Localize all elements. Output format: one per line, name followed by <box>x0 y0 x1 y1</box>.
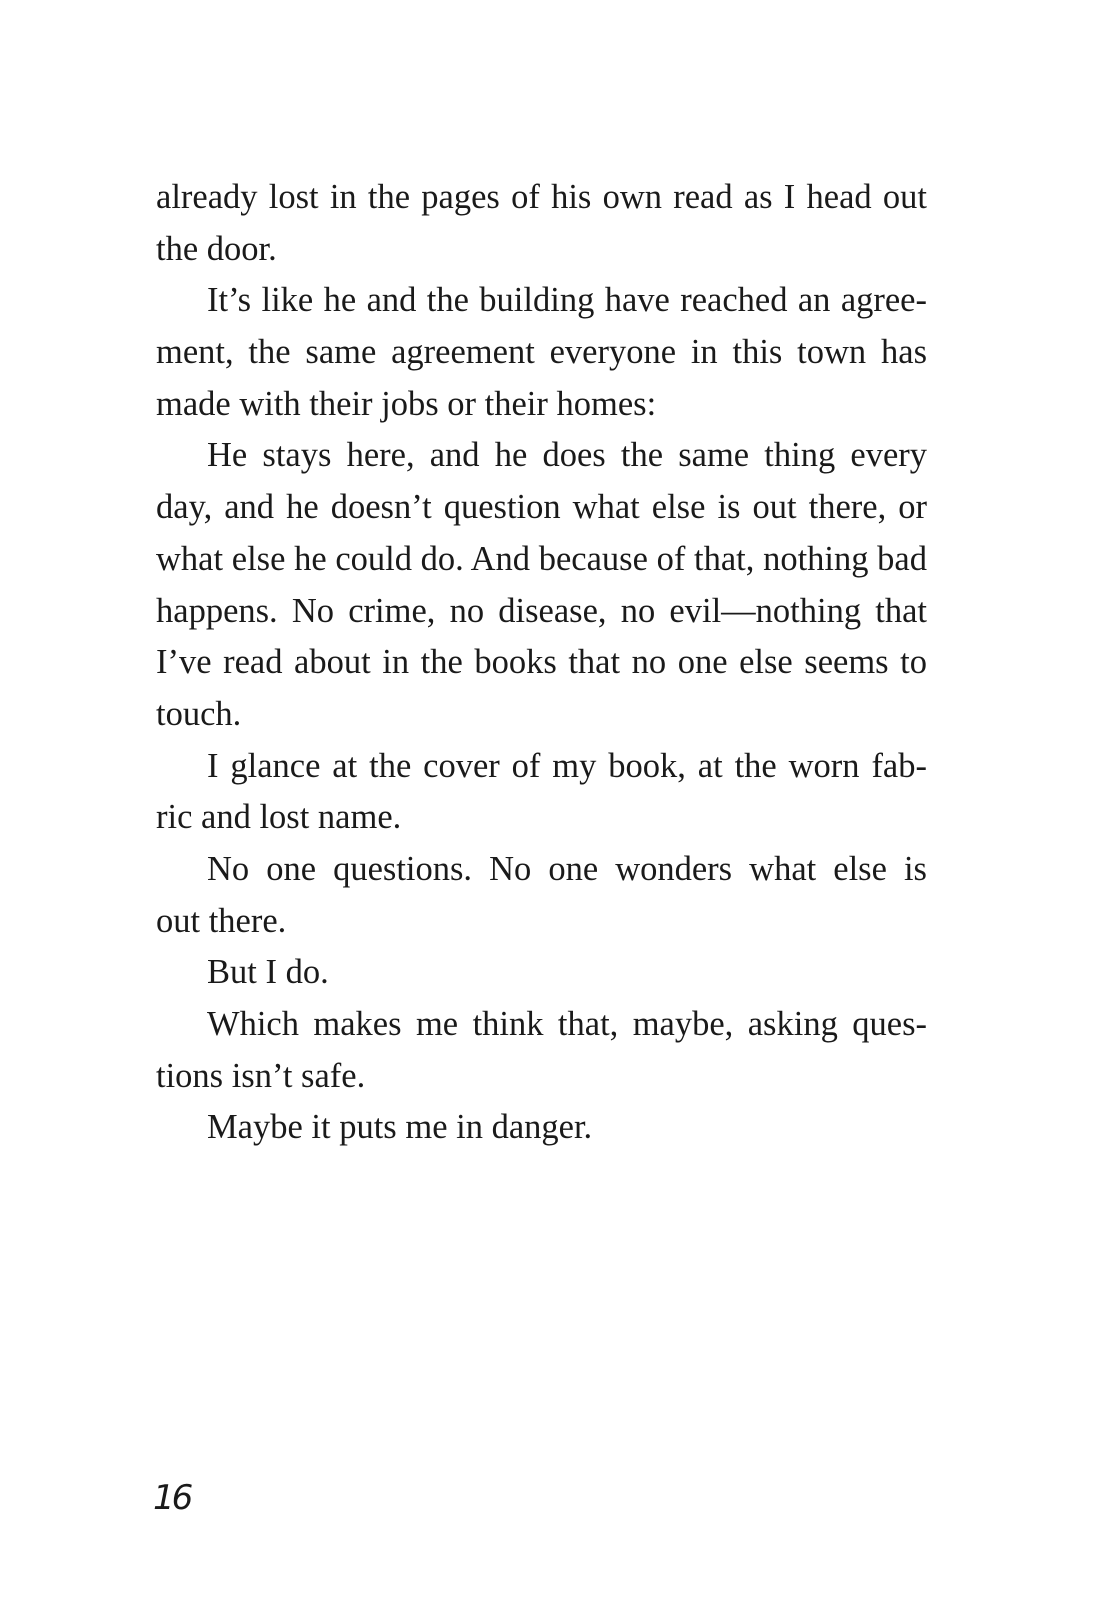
text-line: ment, the same agreement everyone in this town has <box>156 333 927 372</box>
text-line: But I do. <box>207 953 329 992</box>
text-line: ric and lost name. <box>156 798 402 837</box>
text-line: out there. <box>156 901 287 940</box>
text-line: I glance at the cover of my book, at the worn fab- <box>207 746 927 785</box>
text-line: No one questions. No one wonders what else is <box>207 849 927 888</box>
text-line: the door. <box>156 229 277 268</box>
text-line: happens. No crime, no disease, no evil—nothing that <box>156 591 927 630</box>
body-text <box>156 172 927 1154</box>
text-line: He stays here, and he does the same thing every <box>207 436 927 475</box>
text-line: It’s like he and the building have reached an agree- <box>207 281 927 320</box>
text-line: Which makes me think that, maybe, asking ques- <box>207 1005 927 1043</box>
text-line: what else he could do. And because of that, nothing bad <box>156 539 927 578</box>
text-line: tions isn’t safe. <box>156 1056 366 1095</box>
text-line: day, and he doesn’t question what else is out there, or <box>156 488 927 527</box>
text-line: Maybe it puts me in danger. <box>207 1108 593 1147</box>
text-line: I’ve read about in the books that no one else seems to <box>156 643 927 682</box>
text-line: already lost in the pages of his own read as I head out <box>156 178 927 216</box>
text-line: touch. <box>156 694 242 733</box>
text-line: made with their jobs or their homes: <box>156 384 657 423</box>
page-number: 16 <box>153 1478 191 1518</box>
